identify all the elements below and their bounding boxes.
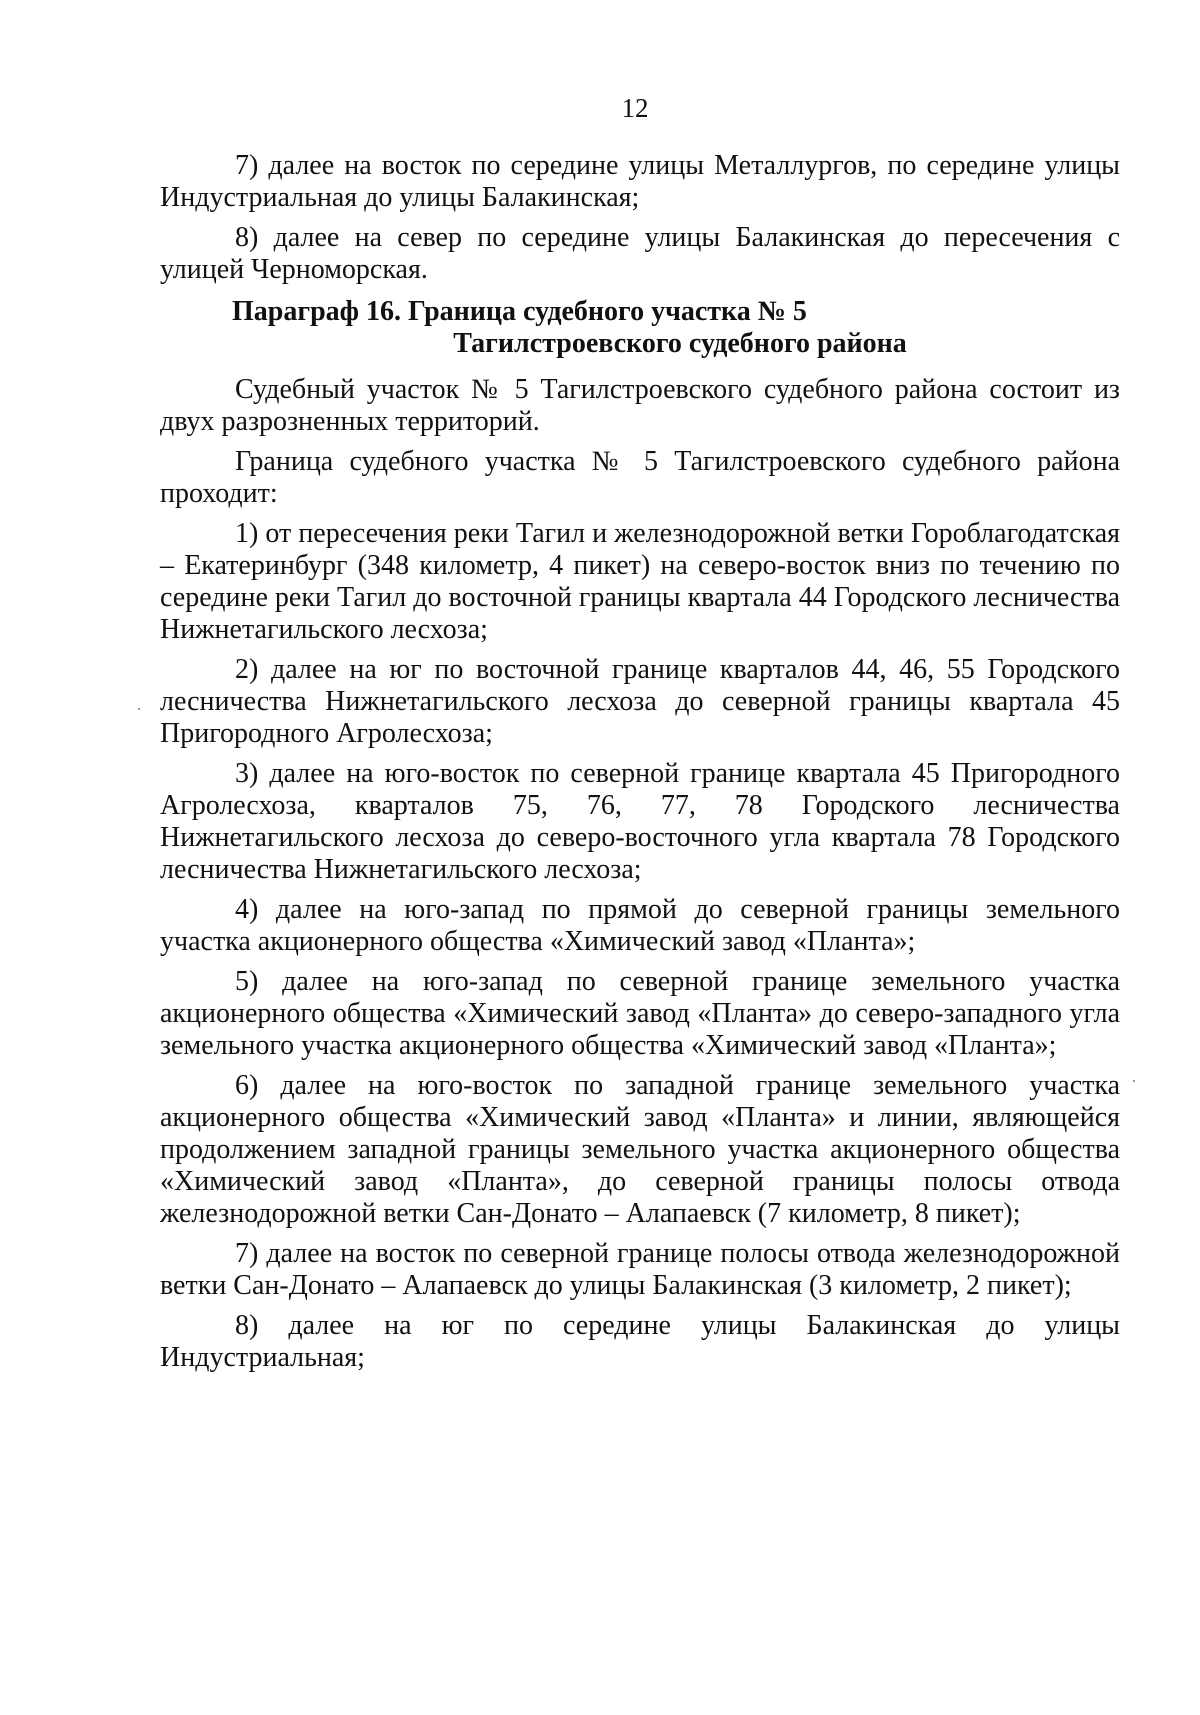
paragraph: 8) далее на север по середине улицы Балакинская до пересечения с улицей Черноморская. [160, 222, 1120, 285]
paragraph: 6) далее на юго-восток по западной границе земельного участка акционерного общества «Химический завод «Планта» и линии, являющейся продолжением западной границы земельного участка акционерного общества «Химический завод «Планта», до северной границы полосы отвода железнодорожной ветки Сан-Донато – Алапаевск (7 километр, 8 пикет); [160, 1070, 1120, 1229]
paragraph: 2) далее на юг по восточной границе кварталов 44, 46, 55 Городского лесничества Нижнетагильского лесхоза до северной границы квартала 45 Пригородного Агролесхоза; [160, 654, 1120, 749]
paragraph: Судебный участок № 5 Тагилстроевского судебного района состоит из двух разрозненных территорий. [160, 374, 1120, 437]
paragraph: Граница судебного участка № 5 Тагилстроевского судебного района проходит: [160, 446, 1120, 509]
section-heading [160, 296, 1120, 360]
paragraph: 3) далее на юго-восток по северной границе квартала 45 Пригородного Агролесхоза, кварталов 75, 76, 77, 78 Городского лесничества Нижнетагильского лесхоза до северо-восточного угла квартала 78 Городского лесничества Нижнетагильского лесхоза; [160, 758, 1120, 885]
paragraph: 4) далее на юго-запад по прямой до северной границы земельного участка акционерного общества «Химический завод «Планта»; [160, 894, 1120, 957]
paragraph: 5) далее на юго-запад по северной границе земельного участка акционерного общества «Химический завод «Планта» до северо-западного угла земельного участка акционерного общества «Химический завод «Планта»; [160, 966, 1120, 1061]
paragraph: 7) далее на восток по северной границе полосы отвода железнодорожной ветки Сан-Донато – Алапаевск до улицы Балакинская (3 километр, 2 пикет); [160, 1238, 1120, 1301]
paragraph: 1) от пересечения реки Тагил и железнодорожной ветки Гороблагодатская – Екатеринбург (348 километр, 4 пикет) на северо-восток вниз по течению по середине реки Тагил до восточной границы квартала 44 Городского лесничества Нижнетагильского лесхоза; [160, 518, 1120, 645]
section-heading-line1: Параграф 16. Граница судебного участка № 5 [232, 296, 807, 327]
section-heading-line2: Тагилстроевского судебного района [453, 328, 907, 359]
page-number: 12 [621, 93, 649, 123]
scan-speck [138, 708, 140, 710]
paragraph: 8) далее на юг по середине улицы Балакинская до улицы Индустриальная; [160, 1310, 1120, 1373]
paragraph: 7) далее на восток по середине улицы Металлургов, по середине улицы Индустриальная до улицы Балакинская; [160, 150, 1120, 213]
scan-speck [1133, 1080, 1135, 1082]
document-body [160, 150, 1120, 1382]
